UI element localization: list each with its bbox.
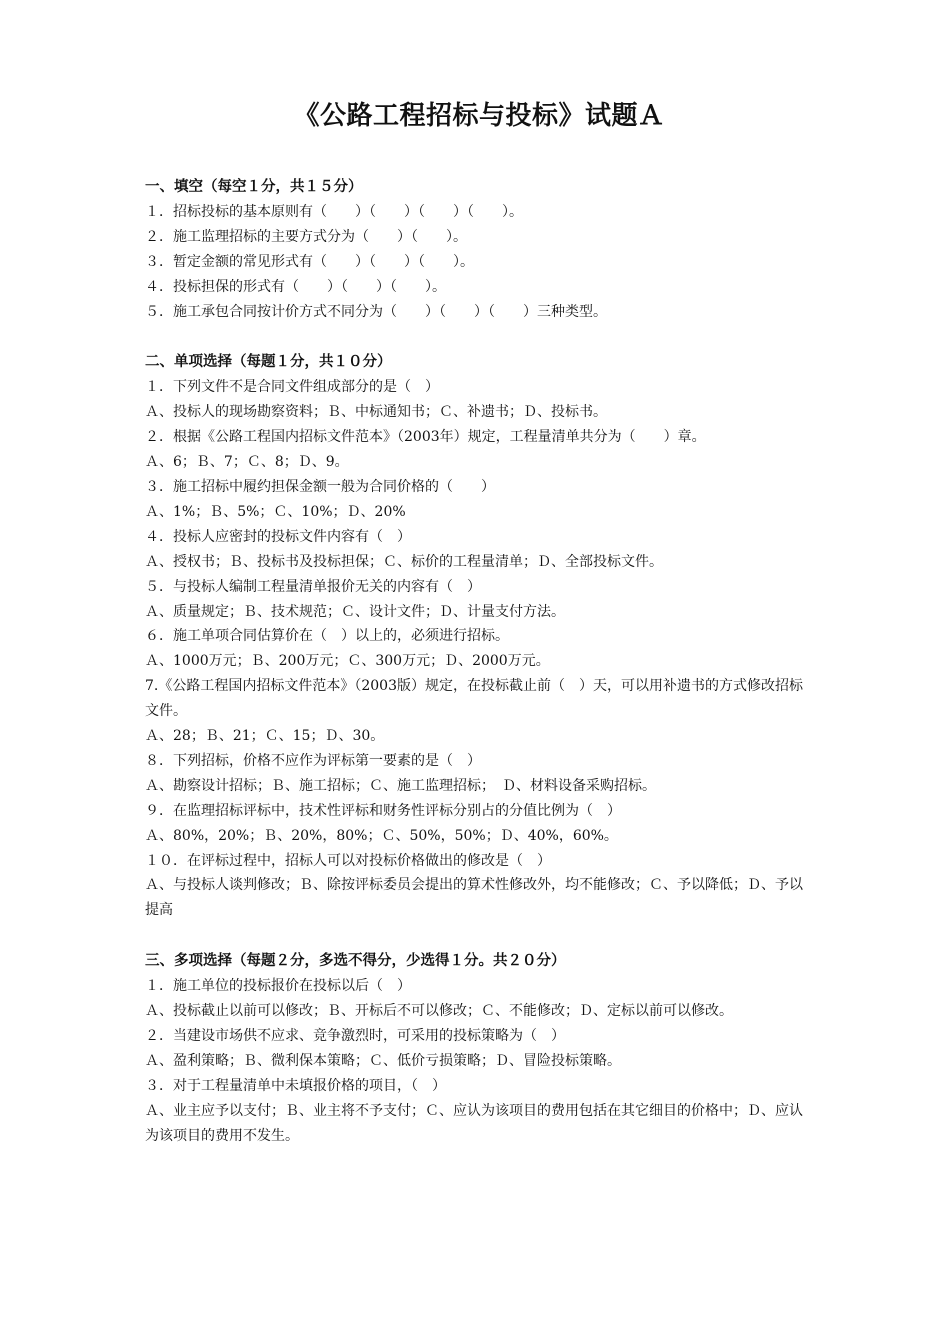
question-line: ４．投标人应密封的投标文件内容有（ ） <box>145 528 411 545</box>
question-line: ５．与投标人编制工程量清单报价无关的内容有（ ） <box>145 578 481 595</box>
options-line: Ａ、与投标人谈判修改；Ｂ、除按评标委员会提出的算术性修改外，均不能修改；Ｃ、予以降低；Ｄ、予以提高 <box>145 877 803 919</box>
options-line: Ａ、授权书；Ｂ、投标书及投标担保；Ｃ、标价的工程量清单；Ｄ、全部投标文件。 <box>145 553 663 570</box>
question-line: ４．投标担保的形式有（ ）（ ）（ ）。 <box>145 278 446 295</box>
options-line: Ａ、投标截止以前可以修改；Ｂ、开标后不可以修改；Ｃ、不能修改；Ｄ、定标以前可以修改。 <box>145 1003 733 1020</box>
options-line: Ａ、80%，20%；Ｂ、20%，80%；Ｃ、50%，50%；Ｄ、40%，60%。 <box>145 827 618 844</box>
section-heading: 二、单项选择（每题１分，共１０分） <box>145 354 392 371</box>
question-line: ２．当建设市场供不应求、竞争激烈时，可采用的投标策略为（ ） <box>145 1028 565 1044</box>
options-line: Ａ、业主应予以支付；Ｂ、业主将不予支付；Ｃ、应认为该项目的费用包括在其它细目的价格中；Ｄ、应认为该项目的费用不发生。 <box>145 1102 803 1144</box>
question-line: ８．下列招标，价格不应作为评标第一要素的是（ ） <box>145 752 481 769</box>
question-line: １．施工单位的投标报价在投标以后（ ） <box>145 978 411 995</box>
question-line: １．招标投标的基本原则有（ ）（ ）（ ）（ ）。 <box>145 203 523 220</box>
page-title: 《公路工程招标与投标》试题Ａ <box>293 101 665 131</box>
question-line: ３．暂定金额的常见形式有（ ）（ ）（ ）。 <box>145 253 474 270</box>
question-line: ２．施工监理招标的主要方式分为（ ）（ ）。 <box>145 228 467 245</box>
question-line: ９．在监理招标评标中，技术性评标和财务性评标分别占的分值比例为（ ） <box>145 802 621 819</box>
question-line: ６．施工单项合同估算价在（ ）以上的，必须进行招标。 <box>145 628 509 645</box>
options-line: Ａ、1000万元；Ｂ、200万元；Ｃ、300万元；Ｄ、2000万元。 <box>145 653 550 670</box>
options-line: Ａ、盈利策略；Ｂ、微利保本策略；Ｃ、低价亏损策略；Ｄ、冒险投标策略。 <box>145 1052 621 1069</box>
options-line: Ａ、28；Ｂ、21；Ｃ、15；Ｄ、30。 <box>145 728 385 745</box>
options-line: Ａ、6；Ｂ、7；Ｃ、8；Ｄ、9。 <box>145 454 349 471</box>
question-line: ３．对于工程量清单中未填报价格的项目，（ ） <box>145 1077 446 1094</box>
section-heading: 一、填空（每空１分，共１５分） <box>145 179 363 195</box>
options-line: Ａ、勘察设计招标；Ｂ、施工招标；Ｃ、施工监理招标； Ｄ、材料设备采购招标。 <box>145 777 656 794</box>
exam-body <box>145 175 813 1175</box>
section-single-choice <box>145 350 813 923</box>
options-line: Ａ、1%；Ｂ、5%；Ｃ、10%；Ｄ、20% <box>145 503 406 520</box>
section-fill-in-blank <box>145 175 813 324</box>
question-line: ３．施工招标中履约担保金额一般为合同价格的（ ） <box>145 478 495 495</box>
options-line: Ａ、投标人的现场勘察资料；Ｂ、中标通知书；Ｃ、补遗书；Ｄ、投标书。 <box>145 404 607 421</box>
question-line: ５．施工承包合同按计价方式不同分为（ ）（ ）（ ）三种类型。 <box>145 303 607 320</box>
options-line: Ａ、质量规定；Ｂ、技术规范；Ｃ、设计文件；Ｄ、计量支付方法。 <box>145 603 565 620</box>
section-heading: 三、多项选择（每题２分，多选不得分，少选得１分。共２０分） <box>145 953 566 970</box>
question-line: １．下列文件不是合同文件组成部分的是（ ） <box>145 379 439 396</box>
question-line: ２．根据《公路工程国内招标文件范本》（2003年）规定，工程量清单共分为（ ）章。 <box>145 429 706 446</box>
question-line: １０．在评标过程中，招标人可以对投标价格做出的修改是（ ） <box>145 852 551 869</box>
section-multiple-choice <box>145 949 813 1148</box>
question-line: 7.《公路工程国内招标文件范本》（2003版）规定，在投标截止前（ ）天，可以用补遗书的方式修改招标文件。 <box>145 678 803 720</box>
